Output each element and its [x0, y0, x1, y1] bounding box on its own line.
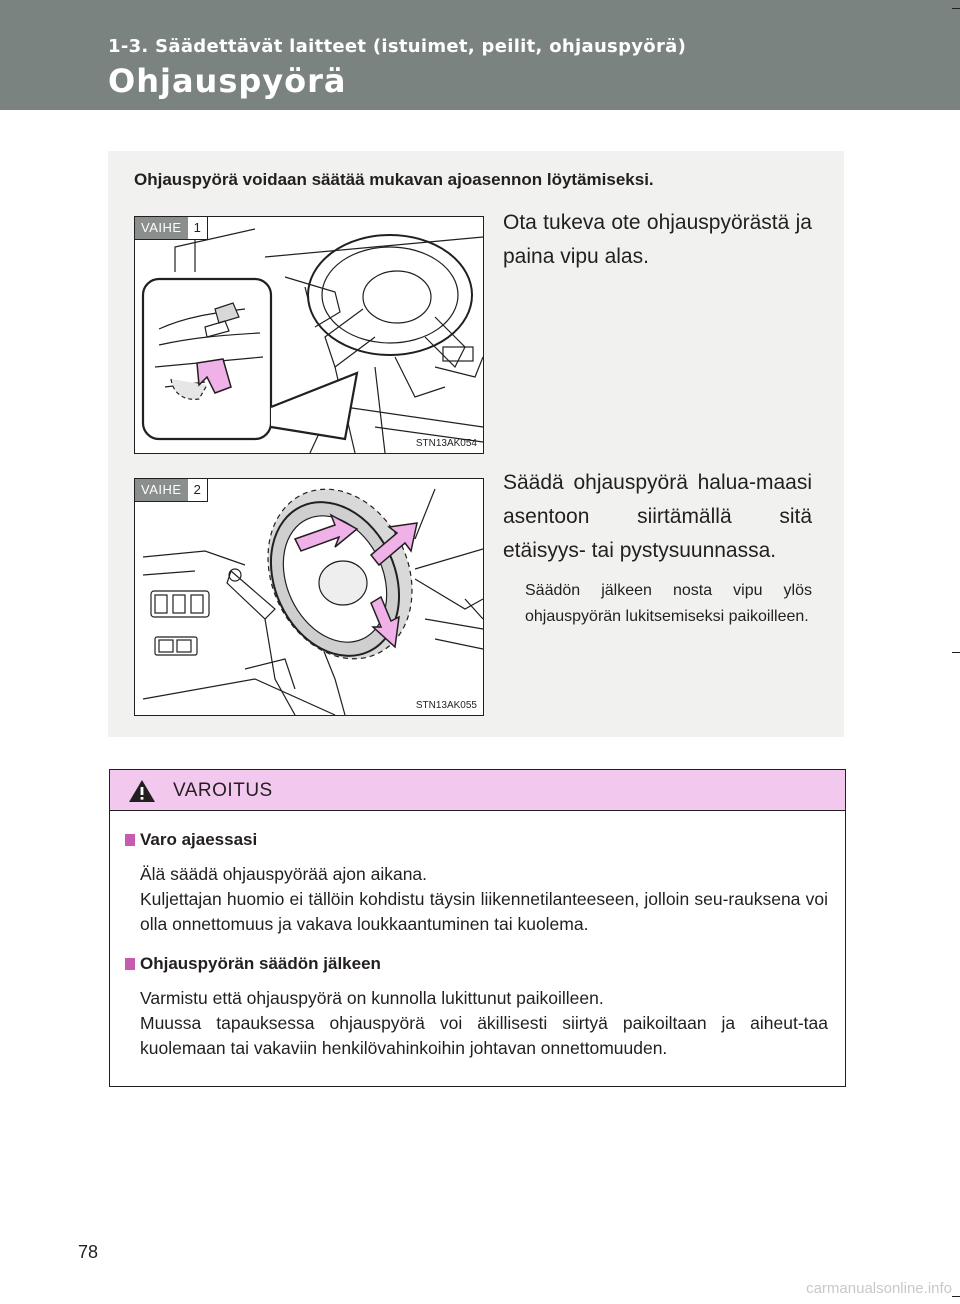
warning-item-1-heading — [125, 830, 257, 850]
intro-text: Ohjauspyörä voidaan säätää mukavan ajoasennon löytämiseksi. — [134, 170, 654, 189]
crop-mark-middle — [952, 652, 960, 653]
bullet-square-icon — [125, 834, 135, 846]
chapter-header — [0, 0, 960, 110]
step-2-figure — [134, 478, 484, 716]
warning-label: VAROITUS — [173, 780, 273, 801]
page-number: 78 — [78, 1242, 99, 1262]
crop-mark-top — [952, 8, 960, 9]
crop-mark-bottom — [952, 1296, 960, 1297]
step-badge-label: VAIHE — [135, 479, 188, 501]
step-1-figure — [134, 216, 484, 454]
bullet-square-icon — [125, 958, 135, 970]
step-badge-label: VAIHE — [135, 217, 188, 239]
warning-box — [109, 769, 846, 1087]
step-2-text: Säädä ohjauspyörä halua-maasi asentoon siirtämällä sitä etäisyys- tai pystysuunnassa. — [503, 471, 812, 562]
step-1-badge — [135, 217, 208, 240]
step-1-text: Ota tukeva ote ohjauspyörästä ja paina vipu alas. — [503, 211, 812, 268]
warning-header — [110, 770, 845, 811]
step-2-note: Säädön jälkeen nosta vipu ylös ohjauspyörän lukitsemiseksi paikoilleen. — [525, 582, 812, 625]
warning-item-2-heading — [125, 954, 381, 974]
watermark: carmanualsonline.info — [806, 1280, 952, 1297]
warning-heading-text: Ohjauspyörän säädön jälkeen — [140, 954, 381, 973]
warning-item-1-body: Älä säädä ohjauspyörää ajon aikana. Kuljettajan huomio ei tällöin kohdistu täysin liikennetilanteeseen, jolloin seu-rauksena voi olla onnettomuus ja vakava loukkaantuminen tai kuolema. — [140, 864, 828, 934]
section-title: 1-3. Säädettävät laitteet (istuimet, peilit, ohjauspyörä) — [108, 36, 687, 57]
page-title: Ohjauspyörä — [108, 62, 347, 100]
step-2-badge — [135, 479, 208, 502]
warning-item-2-body: Varmistu että ohjauspyörä on kunnolla lukittunut paikoilleen. Muussa tapauksessa ohjauspyörä voi äkillisesti siirtyä paikoiltaan ja aiheut-taa kuolemaan tai vakaviin henkilövahinkoihin johtavan onnettomuuden. — [140, 988, 828, 1058]
step-badge-number: 2 — [188, 479, 207, 501]
step-badge-number: 1 — [188, 217, 207, 239]
steering-lever-illustration — [135, 217, 483, 453]
figure-code: STN13AK055 — [415, 700, 477, 711]
steering-adjust-illustration — [135, 479, 483, 715]
warning-triangle-icon — [128, 779, 156, 803]
warning-heading-text: Varo ajaessasi — [140, 830, 258, 849]
figure-code: STN13AK054 — [415, 438, 477, 449]
